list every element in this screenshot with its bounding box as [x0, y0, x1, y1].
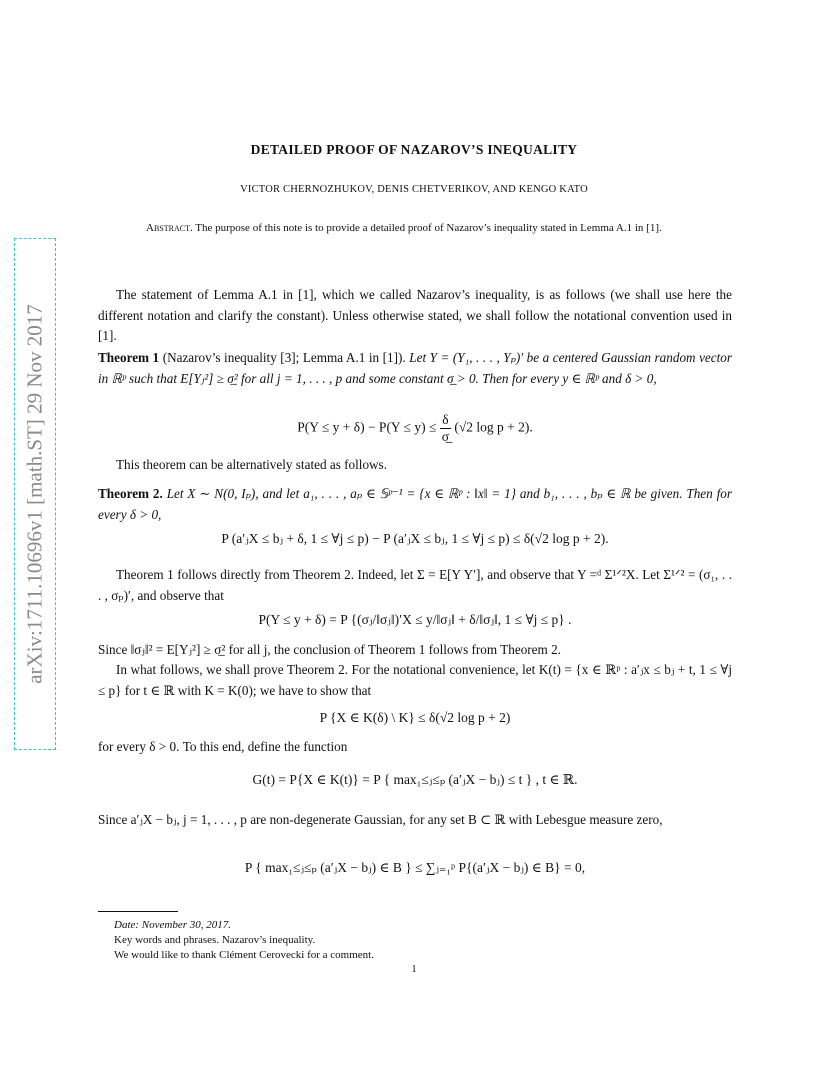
- derivation-equation-3: G(t) = P{X ∈ K(t)} = P { max₁≤ⱼ≤ₚ (a′ⱼX − bⱼ) ≤ t } , t ∈ ℝ.: [252, 772, 578, 787]
- derivation-paragraph-1: Theorem 1 follows directly from Theorem 2. Indeed, let Σ = E[Y Y′], and observe that Y =ᵈ Σ¹ᐟ²X. Let Σ¹ᐟ² = (σ₁, . . . , σₚ)′, and observe that: [98, 567, 732, 603]
- alt-statement: This theorem can be alternatively stated as follows.: [116, 457, 387, 472]
- derivation-paragraph-3: In what follows, we shall prove Theorem 2. For the notational convenience, let K(t) = {x ∈ ℝᵖ : a′ⱼx ≤ bⱼ + t, 1 ≤ ∀j ≤ p} for t ∈ ℝ with K = K(0); we have to show that: [98, 662, 732, 698]
- arxiv-sidebar-stamp: [14, 238, 56, 750]
- footnote-keywords: Key words and phrases. Nazarov’s inequality.: [114, 934, 316, 946]
- theorem-1-equation: [98, 412, 732, 445]
- derivation-paragraph-5: Since a′ⱼX − bⱼ, j = 1, . . . , p are non-degenerate Gaussian, for any set B ⊂ ℝ with Lebesgue measure zero,: [98, 812, 663, 827]
- theorem-1-note: (Nazarov’s inequality [3]; Lemma A.1 in [1]).: [162, 350, 406, 365]
- theorem-1: [98, 348, 732, 389]
- theorem-2: [98, 484, 732, 525]
- theorem-2-label: Theorem 2.: [98, 486, 163, 501]
- theorem-1-eq-right: (√2 log p + 2).: [454, 419, 533, 435]
- derivation-equation-1: P(Y ≤ y + δ) = P {(σⱼ/‖σⱼ‖)′X ≤ y/‖σⱼ‖ + δ/‖σⱼ‖, 1 ≤ ∀j ≤ p} .: [258, 612, 572, 627]
- paper-authors: VICTOR CHERNOZHUKOV, DENIS CHETVERIKOV, AND KENGO KATO: [240, 184, 588, 195]
- footnote-thanks: We would like to thank Clément Cerovecki for a comment.: [114, 949, 374, 961]
- arxiv-id: arXiv:1711.10696v1 [math.ST] 29 Nov 2017: [22, 304, 47, 684]
- theorem-2-statement: Let X ∼ N(0, Iₚ), and let a₁, . . . , aₚ ∈ 𝕊ᵖ⁻¹ = {x ∈ ℝᵖ : ‖x‖ = 1} and b₁, . . . , bₚ ∈ ℝ be given. Then for every δ > 0,: [98, 486, 733, 522]
- footnote-date: Date: November 30, 2017.: [114, 919, 232, 931]
- theorem-1-eq-fraction: [440, 412, 451, 445]
- theorem-1-label: Theorem 1: [98, 350, 160, 365]
- derivation-paragraph-4: for every δ > 0. To this end, define the function: [98, 739, 348, 754]
- derivation-equation-4: P { max₁≤ⱼ≤ₚ (a′ⱼX − bⱼ) ∈ B } ≤ ∑ⱼ₌₁ᵖ P{(a′ⱼX − bⱼ) ∈ B} = 0,: [244, 860, 586, 875]
- theorem-1-eq-numerator: δ: [440, 412, 451, 429]
- paper-title: DETAILED PROOF OF NAZAROV’S INEQUALITY: [250, 142, 578, 157]
- theorem-2-equation: P (a′ⱼX ≤ bⱼ + δ, 1 ≤ ∀j ≤ p) − P (a′ⱼX ≤ bⱼ, 1 ≤ ∀j ≤ p) ≤ δ(√2 log p + 2).: [221, 531, 609, 546]
- intro-paragraph: The statement of Lemma A.1 in [1], which we called Nazarov’s inequality, is as follows (we shall use here the different notation and clarify the constant). Unless otherwise stated, we shall follow the notational convention used in [1].: [98, 287, 732, 343]
- page-number: 1: [411, 963, 417, 975]
- theorem-1-statement: Let Y = (Y₁, . . . , Yₚ)′ be a centered Gaussian random vector in ℝᵖ such that E[Yⱼ²] ≥ σ̲² for all j = 1, . . . , p and some constant σ̲ > 0. Then for every y ∈ ℝᵖ and δ > 0,: [98, 350, 733, 386]
- footnote-rule: [98, 911, 178, 912]
- theorem-1-eq-denominator: σ̲: [441, 429, 450, 444]
- theorem-1-eq-left: P(Y ≤ y + δ) − P(Y ≤ y) ≤: [297, 419, 437, 435]
- derivation-paragraph-2: Since ‖σⱼ‖² = E[Yⱼ²] ≥ σ̲² for all j, the conclusion of Theorem 1 follows from Theorem 2.: [98, 642, 561, 657]
- abstract: [146, 220, 686, 236]
- abstract-text: The purpose of this note is to provide a detailed proof of Nazarov’s inequality stated in Lemma A.1 in [1].: [195, 222, 662, 234]
- derivation-equation-2: P {X ∈ K(δ) \ K} ≤ δ(√2 log p + 2): [319, 710, 511, 725]
- abstract-label: Abstract.: [146, 222, 193, 234]
